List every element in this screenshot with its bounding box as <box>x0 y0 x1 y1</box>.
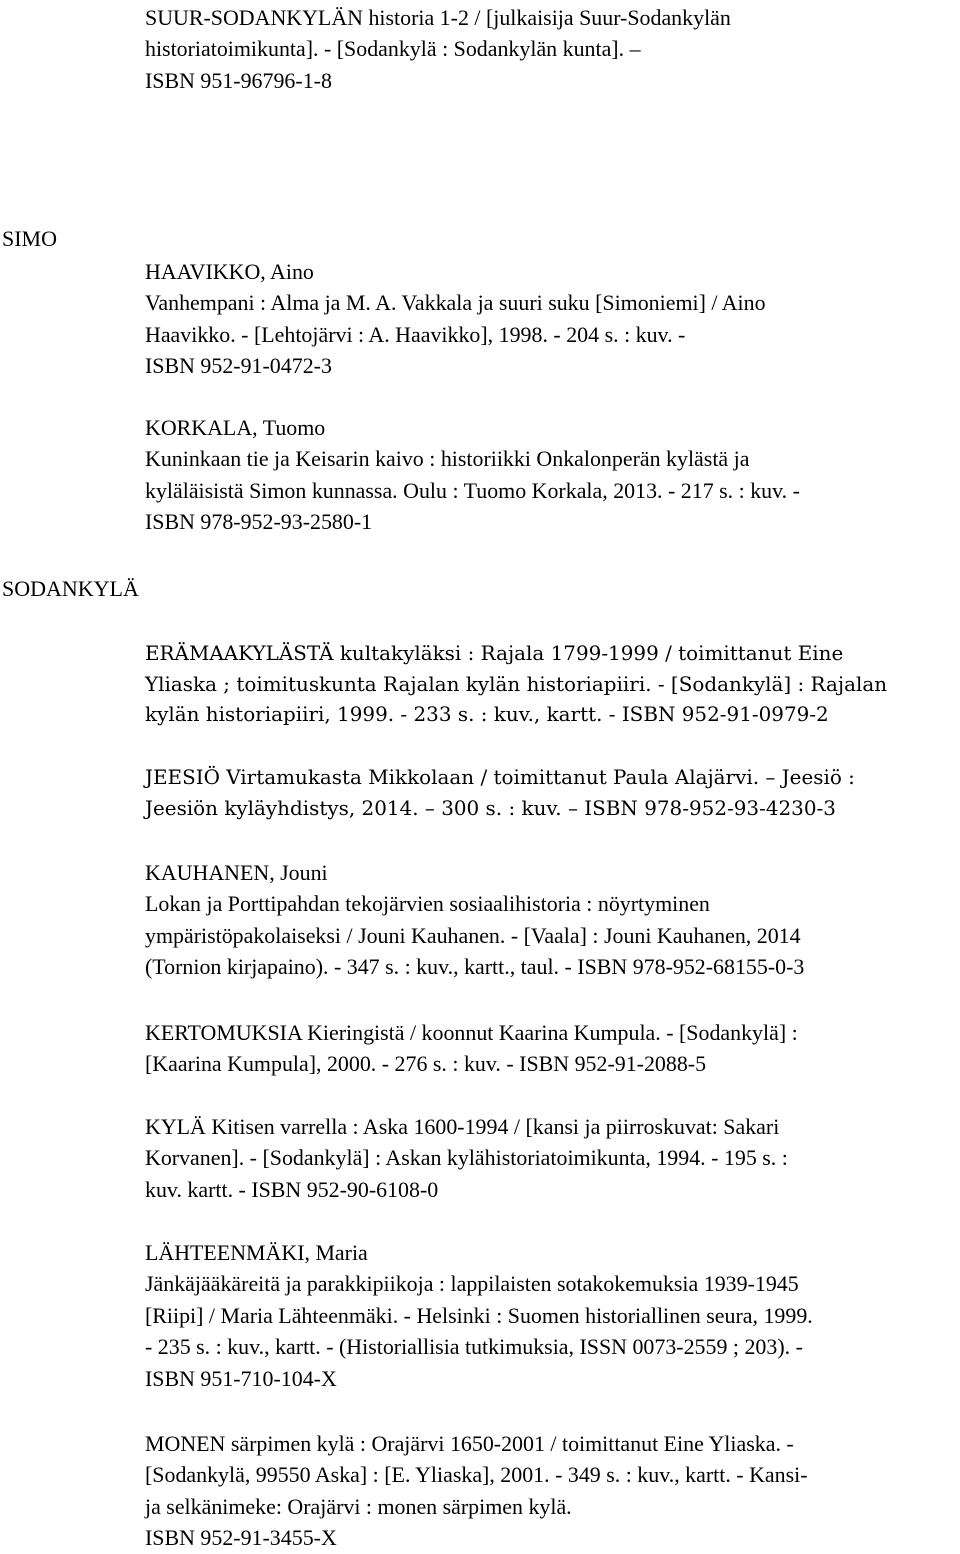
entry-line: [Sodankylä, 99550 Aska] : [E. Yliaska], 2001. - 349 s. : kuv., kartt. - Kansi- <box>145 1462 808 1488</box>
entry-line: ISBN 952-91-0472-3 <box>145 353 332 379</box>
entry-line: SUUR-SODANKYLÄN historia 1-2 / [julkaisija Suur-Sodankylän <box>145 5 731 30</box>
entry-line: [Riipi] / Maria Lähteenmäki. - Helsinki : Suomen historiallinen seura, 1999. <box>145 1302 813 1328</box>
entry-line: [Kaarina Kumpula], 2000. - 276 s. : kuv. - ISBN 952-91-2088-5 <box>145 1051 707 1077</box>
bibliography-entry <box>145 256 960 382</box>
heading-sodankyla: SODANKYLÄ <box>2 576 139 601</box>
entry-line: Yliaska ; toimituskunta Rajalan kylän historiapiiri. - [Sodankylä] : Rajalan <box>145 671 888 696</box>
entry-line: KAUHANEN, Jouni <box>145 860 328 885</box>
bibliography-entry <box>145 1017 960 1080</box>
entry-line: kyläläisistä Simon kunnassa. Oulu : Tuomo Korkala, 2013. - 217 s. : kuv. - <box>145 477 800 503</box>
entry-line: KYLÄ Kitisen varrella : Aska 1600-1994 / [kansi ja piirroskuvat: Sakari <box>145 1114 780 1139</box>
entry-line: ja selkänimeke: Orajärvi : monen särpimen kylä. <box>145 1493 572 1519</box>
entry-line: KERTOMUKSIA Kieringistä / koonnut Kaarina Kumpula. - [Sodankylä] : <box>145 1020 798 1045</box>
entry-line: Haavikko. - [Lehtojärvi : A. Haavikko], 1998. - 204 s. : kuv. - <box>145 321 686 347</box>
heading-simo: SIMO <box>2 226 58 251</box>
entry-line: (Tornion kirjapaino). - 347 s. : kuv., kartt., taul. - ISBN 978-952-68155-0-3 <box>145 954 805 980</box>
entry-line: ERÄMAAKYLÄSTÄ kultakyläksi : Rajala 1799-1999 / toimittanut Eine <box>145 641 844 665</box>
bibliography-entry <box>145 857 960 983</box>
bibliography-entry <box>145 2 960 96</box>
entry-line: ympäristöpakolaiseksi / Jouni Kauhanen. - [Vaala] : Jouni Kauhanen, 2014 <box>145 922 801 948</box>
bibliography-entry <box>145 1237 960 1394</box>
entry-line: HAAVIKKO, Aino <box>145 259 314 284</box>
entry-line: Jeesiön kyläyhdistys, 2014. – 300 s. : kuv. – ISBN 978-952-93-4230-3 <box>145 795 836 820</box>
entry-line: ISBN 978-952-93-2580-1 <box>145 509 373 535</box>
entry-line: Korvanen]. - [Sodankylä] : Askan kylähistoriatoimikunta, 1994. - 195 s. : <box>145 1145 788 1171</box>
entry-line: ISBN 952-91-3455-X <box>145 1525 337 1551</box>
entry-line: Vanhempani : Alma ja M. A. Vakkala ja suuri suku [Simoniemi] / Aino <box>145 290 766 316</box>
entry-line: kylän historiapiiri, 1999. - 233 s. : kuv., kartt. - ISBN 952-91-0979-2 <box>145 702 829 726</box>
entry-line: LÄHTEENMÄKI, Maria <box>145 1240 368 1265</box>
entry-line: ISBN 951-96796-1-8 <box>145 67 332 93</box>
entry-line: MONEN särpimen kylä : Orajärvi 1650-2001 / toimittanut Eine Yliaska. - <box>145 1431 794 1456</box>
entry-line: - 235 s. : kuv., kartt. - (Historiallisia tutkimuksia, ISSN 0073-2559 ; 203). - <box>145 1334 803 1360</box>
entry-line: KORKALA, Tuomo <box>145 415 326 440</box>
entry-line: kuv. kartt. - ISBN 952-90-6108-0 <box>145 1176 439 1202</box>
bibliography-entry <box>145 1428 960 1554</box>
entry-line: Lokan ja Porttipahdan tekojärvien sosiaalihistoria : nöyrtyminen <box>145 891 710 917</box>
entry-line: historiatoimikunta]. - [Sodankylä : Sodankylän kunta]. – <box>145 36 641 62</box>
bibliography-entry <box>145 1111 960 1205</box>
entry-line: Kuninkaan tie ja Keisarin kaivo : historiikki Onkalonperän kylästä ja <box>145 446 750 472</box>
bibliography-entry <box>145 638 960 730</box>
entry-line: ISBN 951-710-104-X <box>145 1365 337 1391</box>
bibliography-entry <box>145 762 960 823</box>
bibliography-entry <box>145 412 960 538</box>
entry-line: JEESIÖ Virtamukasta Mikkolaan / toimittanut Paula Alajärvi. – Jeesiö : <box>145 765 855 789</box>
entry-line: Jänkäjääkäreitä ja parakkipiikoja : lappilaisten sotakokemuksia 1939-1945 <box>145 1271 799 1297</box>
